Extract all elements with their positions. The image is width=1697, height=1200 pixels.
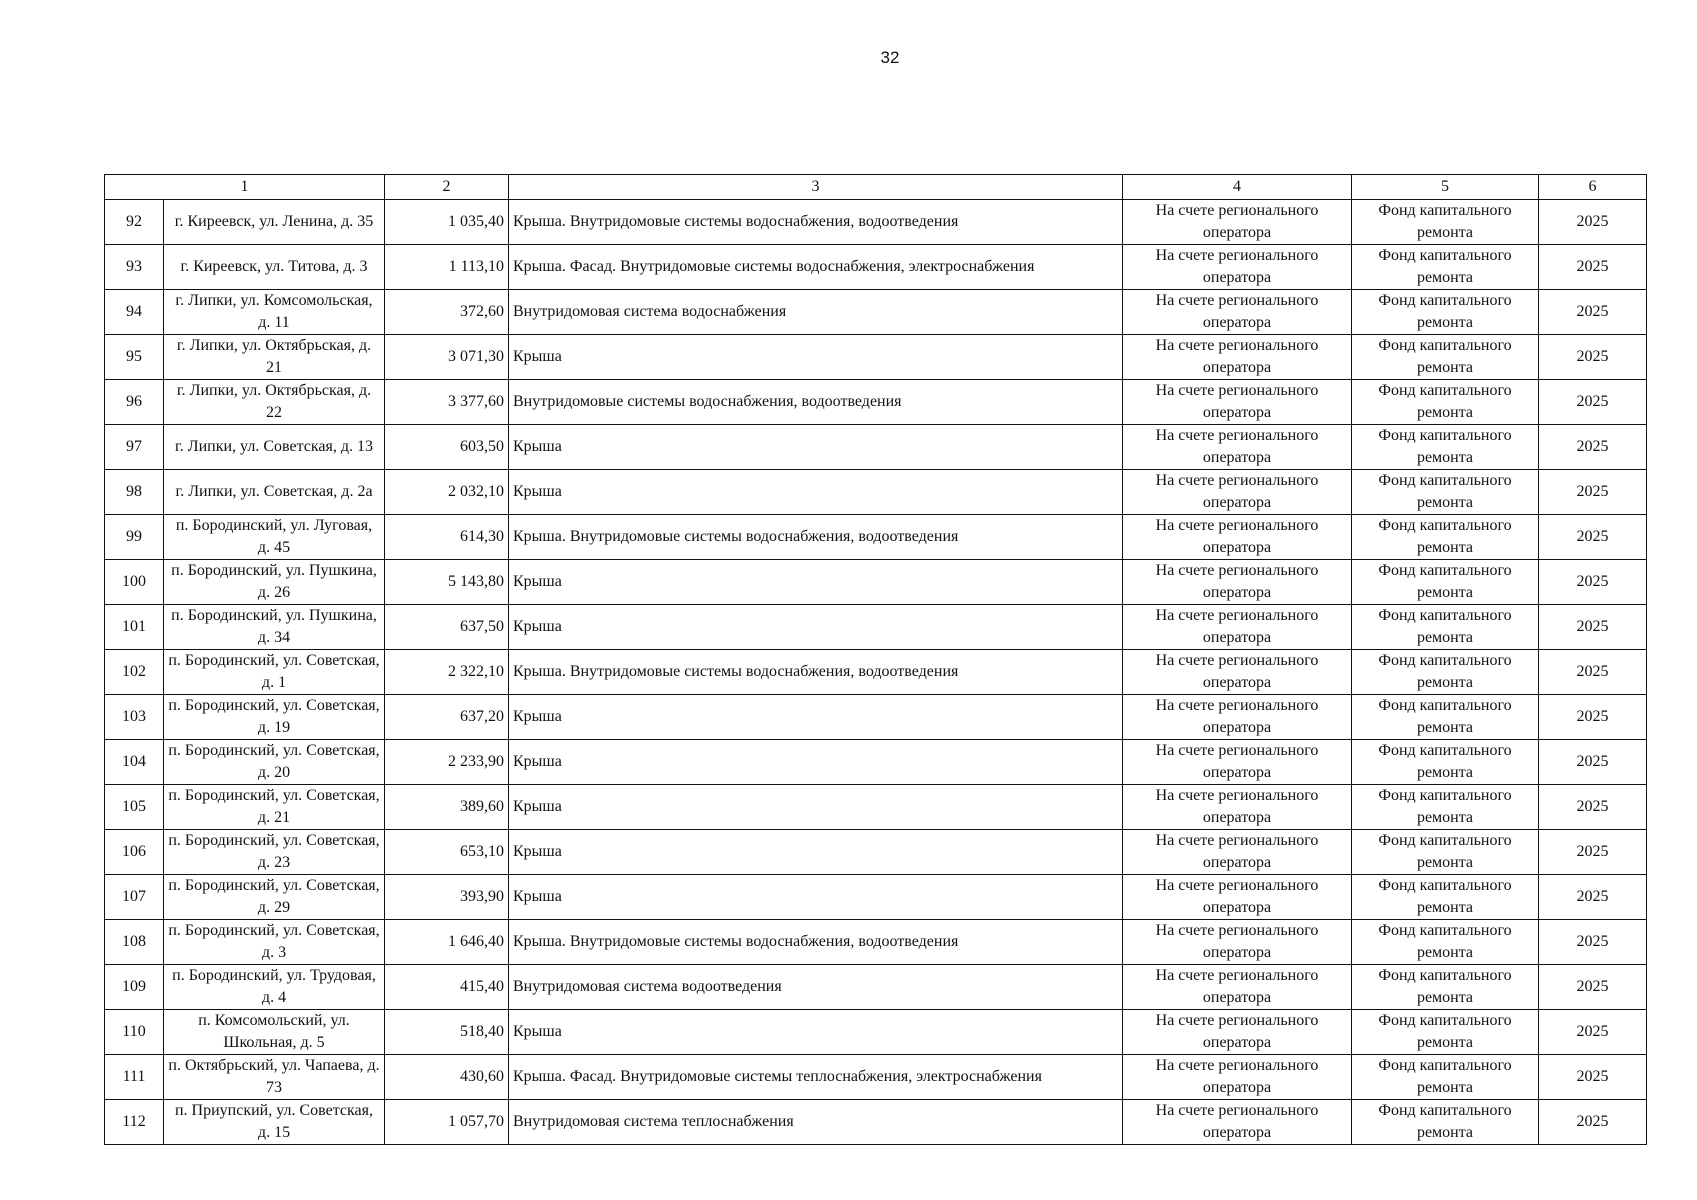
funding-source-cell: Фонд капитального ремонта (1352, 740, 1539, 785)
account-cell: На счете регионального оператора (1123, 1100, 1352, 1145)
funding-source-cell: Фонд капитального ремонта (1352, 290, 1539, 335)
funding-source-cell: Фонд капитального ремонта (1352, 335, 1539, 380)
year-cell: 2025 (1539, 920, 1647, 965)
works-cell: Крыша. Внутридомовые системы водоснабжения, водоотведения (509, 650, 1123, 695)
works-cell: Крыша. Фасад. Внутридомовые системы водоснабжения, электроснабжения (509, 245, 1123, 290)
repair-program-table (104, 174, 1647, 1145)
table-row (105, 335, 1647, 380)
area-cell: 637,20 (385, 695, 509, 740)
address-cell: г. Липки, ул. Советская, д. 13 (164, 425, 385, 470)
row-number: 96 (105, 380, 164, 425)
column-number-2: 2 (385, 175, 509, 200)
account-cell: На счете регионального оператора (1123, 515, 1352, 560)
area-cell: 2 322,10 (385, 650, 509, 695)
funding-source-cell: Фонд капитального ремонта (1352, 425, 1539, 470)
account-cell: На счете регионального оператора (1123, 560, 1352, 605)
address-cell: п. Бородинский, ул. Советская, д. 21 (164, 785, 385, 830)
funding-source-cell: Фонд капитального ремонта (1352, 245, 1539, 290)
table-row (105, 695, 1647, 740)
table-row (105, 425, 1647, 470)
year-cell: 2025 (1539, 875, 1647, 920)
works-cell: Крыша (509, 470, 1123, 515)
row-number: 92 (105, 200, 164, 245)
works-cell: Крыша (509, 830, 1123, 875)
year-cell: 2025 (1539, 425, 1647, 470)
table-row (105, 920, 1647, 965)
column-number-5: 5 (1352, 175, 1539, 200)
area-cell: 389,60 (385, 785, 509, 830)
area-cell: 415,40 (385, 965, 509, 1010)
area-cell: 603,50 (385, 425, 509, 470)
address-cell: г. Киреевск, ул. Ленина, д. 35 (164, 200, 385, 245)
row-number: 108 (105, 920, 164, 965)
table-row (105, 245, 1647, 290)
area-cell: 1 646,40 (385, 920, 509, 965)
funding-source-cell: Фонд капитального ремонта (1352, 560, 1539, 605)
account-cell: На счете регионального оператора (1123, 695, 1352, 740)
works-cell: Крыша (509, 740, 1123, 785)
year-cell: 2025 (1539, 560, 1647, 605)
row-number: 110 (105, 1010, 164, 1055)
table-row (105, 605, 1647, 650)
funding-source-cell: Фонд капитального ремонта (1352, 200, 1539, 245)
area-cell: 2 032,10 (385, 470, 509, 515)
table-row (105, 290, 1647, 335)
year-cell: 2025 (1539, 695, 1647, 740)
area-cell: 614,30 (385, 515, 509, 560)
account-cell: На счете регионального оператора (1123, 920, 1352, 965)
year-cell: 2025 (1539, 650, 1647, 695)
funding-source-cell: Фонд капитального ремонта (1352, 515, 1539, 560)
table-row (105, 1010, 1647, 1055)
account-cell: На счете регионального оператора (1123, 200, 1352, 245)
year-cell: 2025 (1539, 245, 1647, 290)
account-cell: На счете регионального оператора (1123, 245, 1352, 290)
works-cell: Внутридомовая система теплоснабжения (509, 1100, 1123, 1145)
row-number: 100 (105, 560, 164, 605)
year-cell: 2025 (1539, 470, 1647, 515)
table-row (105, 1055, 1647, 1100)
table-body (105, 200, 1647, 1145)
funding-source-cell: Фонд капитального ремонта (1352, 650, 1539, 695)
year-cell: 2025 (1539, 830, 1647, 875)
year-cell: 2025 (1539, 1055, 1647, 1100)
year-cell: 2025 (1539, 515, 1647, 560)
works-cell: Крыша (509, 785, 1123, 830)
account-cell: На счете регионального оператора (1123, 1010, 1352, 1055)
year-cell: 2025 (1539, 335, 1647, 380)
row-number: 112 (105, 1100, 164, 1145)
area-cell: 430,60 (385, 1055, 509, 1100)
row-number: 94 (105, 290, 164, 335)
area-cell: 1 035,40 (385, 200, 509, 245)
account-cell: На счете регионального оператора (1123, 965, 1352, 1010)
account-cell: На счете регионального оператора (1123, 335, 1352, 380)
address-cell: п. Бородинский, ул. Трудовая, д. 4 (164, 965, 385, 1010)
area-cell: 3 071,30 (385, 335, 509, 380)
funding-source-cell: Фонд капитального ремонта (1352, 1010, 1539, 1055)
row-number: 106 (105, 830, 164, 875)
works-cell: Внутридомовая система водоснабжения (509, 290, 1123, 335)
address-cell: п. Октябрьский, ул. Чапаева, д. 73 (164, 1055, 385, 1100)
table-row (105, 740, 1647, 785)
table-row (105, 470, 1647, 515)
address-cell: г. Липки, ул. Октябрьская, д. 21 (164, 335, 385, 380)
row-number: 98 (105, 470, 164, 515)
year-cell: 2025 (1539, 1010, 1647, 1055)
address-cell: п. Комсомольский, ул. Школьная, д. 5 (164, 1010, 385, 1055)
year-cell: 2025 (1539, 380, 1647, 425)
address-cell: п. Бородинский, ул. Луговая, д. 45 (164, 515, 385, 560)
row-number: 97 (105, 425, 164, 470)
column-number-3: 3 (509, 175, 1123, 200)
address-cell: г. Липки, ул. Октябрьская, д. 22 (164, 380, 385, 425)
area-cell: 637,50 (385, 605, 509, 650)
works-cell: Внутридомовая система водоотведения (509, 965, 1123, 1010)
works-cell: Крыша (509, 605, 1123, 650)
year-cell: 2025 (1539, 785, 1647, 830)
funding-source-cell: Фонд капитального ремонта (1352, 785, 1539, 830)
table-row (105, 830, 1647, 875)
column-number-6: 6 (1539, 175, 1647, 200)
works-cell: Крыша (509, 425, 1123, 470)
table-row (105, 560, 1647, 605)
funding-source-cell: Фонд капитального ремонта (1352, 830, 1539, 875)
account-cell: На счете регионального оператора (1123, 290, 1352, 335)
account-cell: На счете регионального оператора (1123, 1055, 1352, 1100)
works-cell: Крыша. Внутридомовые системы водоснабжения, водоотведения (509, 920, 1123, 965)
account-cell: На счете регионального оператора (1123, 605, 1352, 650)
address-cell: г. Киреевск, ул. Титова, д. 3 (164, 245, 385, 290)
row-number: 105 (105, 785, 164, 830)
address-cell: п. Бородинский, ул. Советская, д. 19 (164, 695, 385, 740)
table-row (105, 200, 1647, 245)
works-cell: Крыша (509, 335, 1123, 380)
row-number: 111 (105, 1055, 164, 1100)
year-cell: 2025 (1539, 200, 1647, 245)
address-cell: г. Липки, ул. Комсомольская, д. 11 (164, 290, 385, 335)
works-cell: Крыша (509, 1010, 1123, 1055)
address-cell: п. Бородинский, ул. Советская, д. 20 (164, 740, 385, 785)
works-cell: Крыша. Внутридомовые системы водоснабжения, водоотведения (509, 200, 1123, 245)
table-row (105, 380, 1647, 425)
column-number-row (105, 175, 1647, 200)
area-cell: 372,60 (385, 290, 509, 335)
year-cell: 2025 (1539, 605, 1647, 650)
area-cell: 3 377,60 (385, 380, 509, 425)
address-cell: п. Бородинский, ул. Советская, д. 1 (164, 650, 385, 695)
table-row (105, 515, 1647, 560)
funding-source-cell: Фонд капитального ремонта (1352, 875, 1539, 920)
works-cell: Крыша (509, 560, 1123, 605)
page-number: 32 (880, 48, 900, 67)
year-cell: 2025 (1539, 740, 1647, 785)
row-number: 95 (105, 335, 164, 380)
year-cell: 2025 (1539, 290, 1647, 335)
table-row (105, 1100, 1647, 1145)
row-number: 101 (105, 605, 164, 650)
row-number: 99 (105, 515, 164, 560)
area-cell: 2 233,90 (385, 740, 509, 785)
account-cell: На счете регионального оператора (1123, 380, 1352, 425)
address-cell: п. Приупский, ул. Советская, д. 15 (164, 1100, 385, 1145)
column-number-1: 1 (105, 175, 385, 200)
account-cell: На счете регионального оператора (1123, 830, 1352, 875)
works-cell: Внутридомовые системы водоснабжения, водоотведения (509, 380, 1123, 425)
row-number: 107 (105, 875, 164, 920)
row-number: 102 (105, 650, 164, 695)
address-cell: п. Бородинский, ул. Советская, д. 3 (164, 920, 385, 965)
row-number: 93 (105, 245, 164, 290)
year-cell: 2025 (1539, 1100, 1647, 1145)
row-number: 103 (105, 695, 164, 740)
account-cell: На счете регионального оператора (1123, 470, 1352, 515)
table-row (105, 785, 1647, 830)
area-cell: 518,40 (385, 1010, 509, 1055)
works-cell: Крыша (509, 695, 1123, 740)
column-number-4: 4 (1123, 175, 1352, 200)
address-cell: г. Липки, ул. Советская, д. 2а (164, 470, 385, 515)
area-cell: 1 113,10 (385, 245, 509, 290)
address-cell: п. Бородинский, ул. Советская, д. 23 (164, 830, 385, 875)
funding-source-cell: Фонд капитального ремонта (1352, 470, 1539, 515)
area-cell: 393,90 (385, 875, 509, 920)
area-cell: 653,10 (385, 830, 509, 875)
area-cell: 1 057,70 (385, 1100, 509, 1145)
works-cell: Крыша. Внутридомовые системы водоснабжения, водоотведения (509, 515, 1123, 560)
account-cell: На счете регионального оператора (1123, 875, 1352, 920)
row-number: 104 (105, 740, 164, 785)
account-cell: На счете регионального оператора (1123, 650, 1352, 695)
area-cell: 5 143,80 (385, 560, 509, 605)
funding-source-cell: Фонд капитального ремонта (1352, 965, 1539, 1010)
funding-source-cell: Фонд капитального ремонта (1352, 380, 1539, 425)
table-row (105, 875, 1647, 920)
address-cell: п. Бородинский, ул. Пушкина, д. 26 (164, 560, 385, 605)
year-cell: 2025 (1539, 965, 1647, 1010)
funding-source-cell: Фонд капитального ремонта (1352, 605, 1539, 650)
funding-source-cell: Фонд капитального ремонта (1352, 1055, 1539, 1100)
works-cell: Крыша (509, 875, 1123, 920)
address-cell: п. Бородинский, ул. Пушкина, д. 34 (164, 605, 385, 650)
account-cell: На счете регионального оператора (1123, 785, 1352, 830)
funding-source-cell: Фонд капитального ремонта (1352, 695, 1539, 740)
account-cell: На счете регионального оператора (1123, 740, 1352, 785)
funding-source-cell: Фонд капитального ремонта (1352, 1100, 1539, 1145)
funding-source-cell: Фонд капитального ремонта (1352, 920, 1539, 965)
address-cell: п. Бородинский, ул. Советская, д. 29 (164, 875, 385, 920)
table-row (105, 965, 1647, 1010)
row-number: 109 (105, 965, 164, 1010)
account-cell: На счете регионального оператора (1123, 425, 1352, 470)
works-cell: Крыша. Фасад. Внутридомовые системы теплоснабжения, электроснабжения (509, 1055, 1123, 1100)
table-row (105, 650, 1647, 695)
